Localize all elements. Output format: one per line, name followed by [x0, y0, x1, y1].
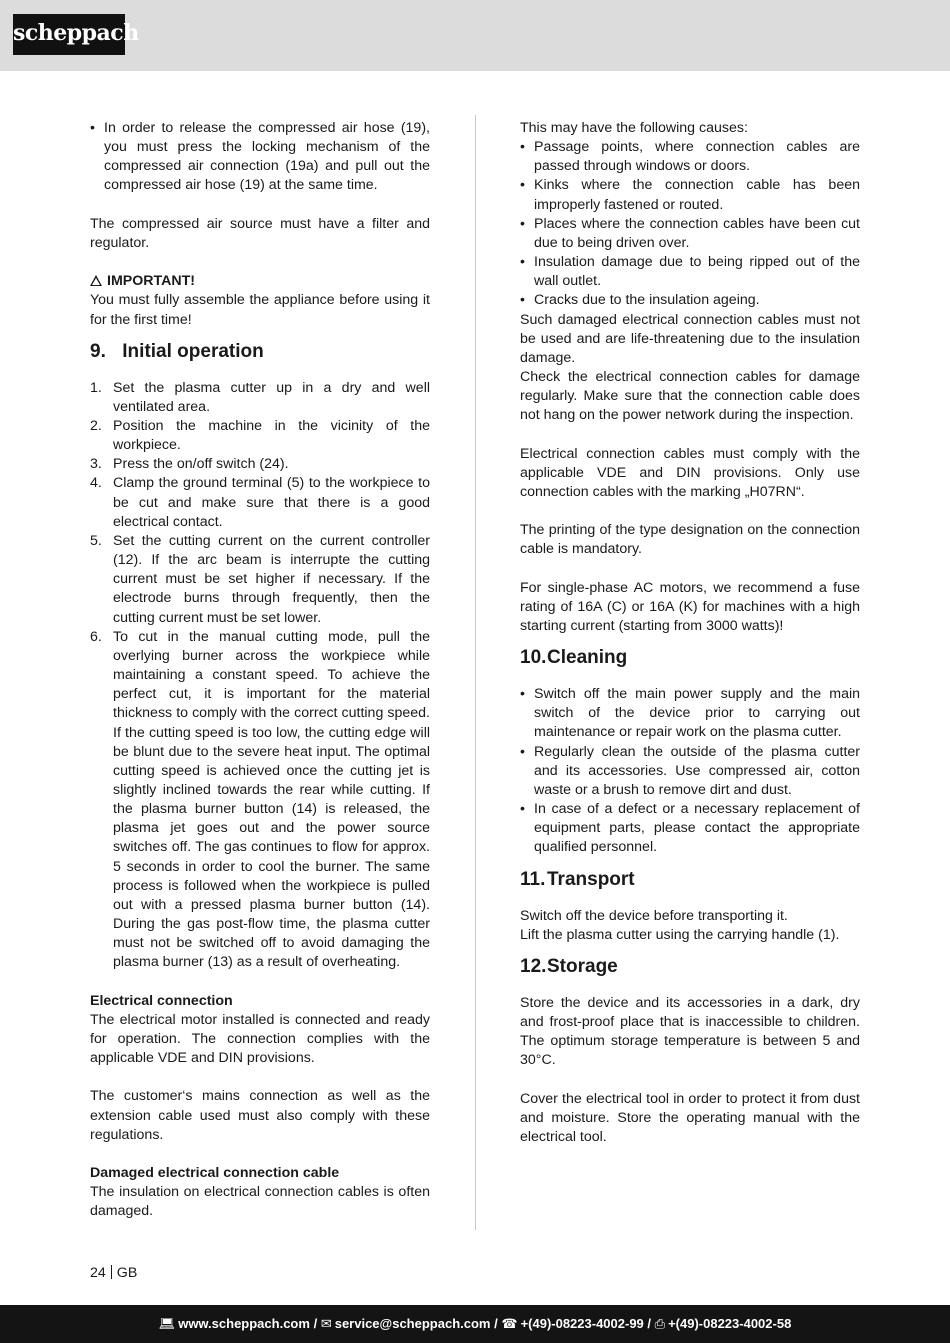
fax-icon: ⎙: [654, 1316, 666, 1331]
list-item: • In order to release the compressed air hose (19), you must press the locking mechanism of the compressed air connection (19a) and pull out the compressed air hose (19) at the same time.: [90, 119, 430, 196]
page-footer: 💻︎ www.scheppach.com / ✉︎ service@scheppach.com / ☎︎ +(49)-08223-4002-99 / ⎙ +(49)-08223-4002-58: [0, 1305, 950, 1343]
important-label: IMPORTANT!: [107, 273, 195, 290]
danger-text: Such damaged electrical connection cables must not be used and are life-threatening due to the insulation damage.: [520, 311, 860, 366]
list-item: • Regularly clean the outside of the plasma cutter and its accessories. Use compressed air, cotton waste or a brush to remove dirt and dust.: [520, 743, 860, 800]
causes-list: [520, 138, 860, 310]
list-item: • In case of a defect or a necessary replacement of equipment parts, please contact the appropriate qualified personnel.: [520, 800, 860, 857]
left-column: [90, 119, 430, 1222]
list-item: 3. Press the on/off switch (24).: [90, 456, 289, 473]
important-text: You must fully assemble the appliance before using it for the first time!: [90, 292, 430, 328]
list-item: 6. To cut in the manual cutting mode, pull the overlying burner across the workpiece while maintaining a constant speed. To achieve the perfect cut, it is important for the material thickness to comply with the correct cutting speed. If the cutting speed is too low, the cutting edge will be blunt due to the severe heat input. The optimal cutting speed is achieved once the cutting jet is slightly inclined towards the rear while cutting. If the plasma burner button (14) is released, the plasma jet goes out and the power source switches off. The gas continues to flow for approx. 5 seconds in order to cool the burner. The same process is followed when the workpiece is pulled out with a pressed plasma burner button (14). During the gas post-flow time, the plasma cutter must not be switched off to avoid damaging the plasma burner (13) as a result of overheating.: [90, 628, 430, 971]
footer-fax: +(49)-08223-4002-58: [668, 1316, 792, 1331]
electrical-connection-text: The electrical motor installed is connected and ready for operation. The connection complies with the applicable VDE and DIN provisions.: [90, 1011, 430, 1067]
cleaning-list: [520, 685, 860, 857]
email-icon: ✉︎: [320, 1316, 332, 1331]
check-text: Check the electrical connection cables for damage regularly. Make sure that the connection cable does not hang on the power network during the inspection.: [520, 369, 860, 424]
transport-line-1: Switch off the device before transporting it.: [520, 907, 788, 924]
footer-website[interactable]: www.scheppach.com: [178, 1316, 310, 1331]
fuse-text: For single-phase AC motors, we recommend a fuse rating of 16A (C) or 16A (K) for machines with a high starting current (starting from 3000 watts)!: [520, 579, 860, 635]
intro-bullet-list: [90, 119, 430, 196]
damaged-cable-text: The insulation on electrical connection cables is often damaged.: [90, 1184, 430, 1220]
footer-phone: +(49)-08223-4002-99: [520, 1316, 644, 1331]
section-heading-initial-operation: 9. Initial operation: [90, 340, 264, 362]
section-heading-storage: 12. Storage: [520, 955, 618, 977]
list-item: • Kinks where the connection cable has been improperly fastened or routed.: [520, 176, 860, 214]
list-item: • Cracks due to the insulation ageing.: [520, 291, 860, 310]
cover-text: Cover the electrical tool in order to protect it from dust and moisture. Store the operating manual with the electrical tool.: [520, 1090, 860, 1145]
mains-connection-text: The customer‘s mains connection as well as the extension cable used must also comply with these regulations.: [90, 1088, 430, 1143]
computer-icon: 💻︎: [158, 1316, 176, 1331]
printing-text: The printing of the type designation on the connection cable is mandatory.: [520, 522, 860, 558]
list-item: • Passage points, where connection cables are passed through windows or doors.: [520, 138, 860, 176]
list-item: 1. Set the plasma cutter up in a dry and well ventilated area.: [90, 379, 430, 415]
filter-paragraph: The compressed air source must have a filter and regulator.: [90, 215, 430, 251]
page-number-value: 24: [90, 1265, 106, 1281]
page-number: [90, 1264, 137, 1283]
list-item: 5. Set the cutting current on the current controller (12). If the arc beam is interrupte the cutting current must be set higher if necessary. If the electrode burns through frequently, then the cutting current must be set lower.: [90, 532, 430, 626]
damaged-cable-heading: Damaged electrical connection cable: [90, 1165, 340, 1182]
footer-email[interactable]: service@scheppach.com: [334, 1316, 491, 1331]
list-item: • Places where the connection cables have been cut due to being driven over.: [520, 215, 860, 253]
warning-icon: [90, 275, 102, 286]
list-item: 2. Position the machine in the vicinity of the workpiece.: [90, 418, 430, 454]
section-heading-transport: 11. Transport: [520, 868, 635, 890]
causes-intro: This may have the following causes:: [520, 120, 748, 136]
storage-text: Store the device and its accessories in a dark, dry and frost-proof place that is inaccessible to children. The optimum storage temperature is between 5 and 30°C.: [520, 994, 860, 1069]
transport-line-2: Lift the plasma cutter using the carrying handle (1).: [520, 926, 840, 943]
comply-text: Electrical connection cables must comply with the applicable VDE and DIN provisions. Only use connection cables with the marking „H07RN“.: [520, 445, 860, 500]
list-item: 4. Clamp the ground terminal (5) to the workpiece to be cut and make sure that there is a good electrical contact.: [90, 475, 430, 530]
electrical-connection-heading: Electrical connection: [90, 992, 233, 1009]
phone-icon: ☎︎: [501, 1316, 518, 1331]
section-heading-cleaning: 10. Cleaning: [520, 647, 628, 669]
brand-logo: scheppach: [13, 14, 125, 55]
operation-steps: [90, 379, 430, 973]
column-divider: [475, 115, 476, 1230]
page-header: [0, 0, 950, 71]
page-language: GB: [116, 1265, 138, 1281]
important-notice: [90, 272, 430, 291]
list-item: • Insulation damage due to being ripped out of the wall outlet.: [520, 253, 860, 291]
list-item: • Switch off the main power supply and the main switch of the device prior to carrying out maintenance or repair work on the plasma cutter.: [520, 685, 860, 742]
right-column: [520, 119, 860, 1147]
